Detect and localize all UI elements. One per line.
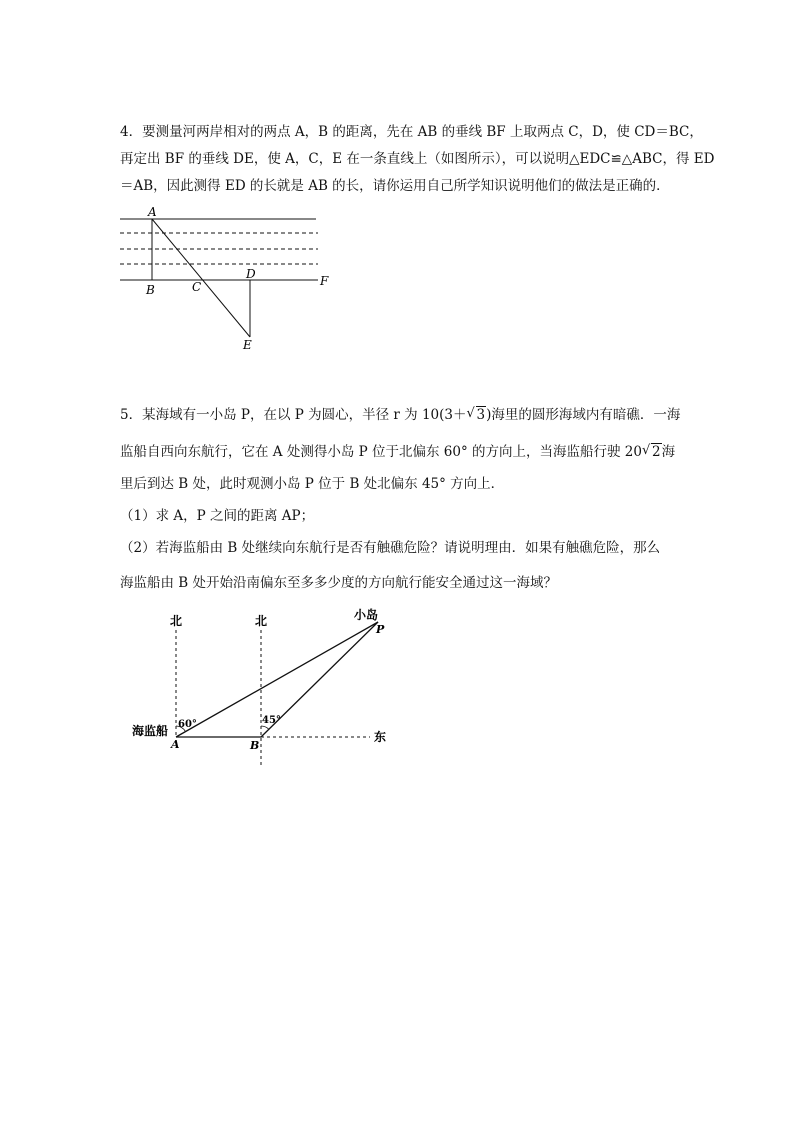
label-c: C	[192, 280, 202, 294]
sqrt-3-radicand: 3	[476, 407, 486, 423]
problem5-line2	[120, 444, 675, 460]
label-e: E	[243, 338, 252, 352]
label-d: D	[246, 267, 256, 281]
label-p: P	[376, 623, 385, 636]
sqrt-2	[642, 444, 662, 460]
problem4-line3: ＝AB，因此测得 ED 的长就是 AB 的长，请你运用自己所学知识说明他们的做法是正确的．	[120, 178, 670, 194]
label-ship: 海监船	[132, 724, 169, 738]
label-angle-60: 60°	[178, 719, 197, 730]
problem5-question1: （1）求 A，P 之间的距离 AP；	[120, 508, 315, 524]
label-angle-45: 45°	[262, 715, 281, 726]
label-b: B	[146, 283, 155, 297]
problem4-line1: 4．要测量河两岸相对的两点 A，B 的距离，先在 AB 的垂线 BF 上取两点 C，D，使 CD＝BC，	[120, 124, 703, 140]
problem5-line3: 里后到达 B 处，此时观测小岛 P 位于 B 处北偏东 45° 方向上．	[120, 476, 505, 492]
problem5-question2-line1: （2）若海监船由 B 处继续向东航行是否有触礁危险？请说明理由．如果有触礁危险，那么	[120, 540, 661, 556]
problem5-line1	[120, 407, 680, 423]
segment-ae	[152, 219, 250, 337]
label-north-2: 北	[255, 614, 268, 628]
label-f: F	[320, 274, 329, 288]
problem5-line1-start: 5．某海域有一小岛 P，在以 P 为圆心，半径 r 为 10(3＋	[120, 407, 467, 423]
label-north-1: 北	[170, 614, 183, 628]
problem5-line1-end: )海里的圆形海域内有暗礁．一海	[486, 407, 681, 423]
label-a-5: A	[171, 738, 180, 751]
problem4-line2: 再定出 BF 的垂线 DE，使 A，C，E 在一条直线上（如图所示），可以说明△EDC≌△ABC，得 ED	[120, 151, 715, 167]
problem5-line2-start: 监船自西向东航行，它在 A 处测得小岛 P 位于北偏东 60° 的方向上，当海监船行驶 20	[120, 444, 642, 460]
sqrt-2-radicand: 2	[651, 444, 661, 460]
label-island: 小岛	[354, 608, 379, 622]
label-b-5: B	[250, 739, 260, 752]
problem5-question2-line2: 海监船由 B 处开始沿南偏东至多多少度的方向航行能安全通过这一海域？	[120, 575, 558, 591]
label-east: 东	[374, 730, 387, 744]
label-a: A	[148, 205, 157, 219]
sqrt-3	[467, 407, 487, 423]
angle-arc-45	[261, 726, 269, 729]
problem5-line2-end: 海	[661, 444, 676, 460]
